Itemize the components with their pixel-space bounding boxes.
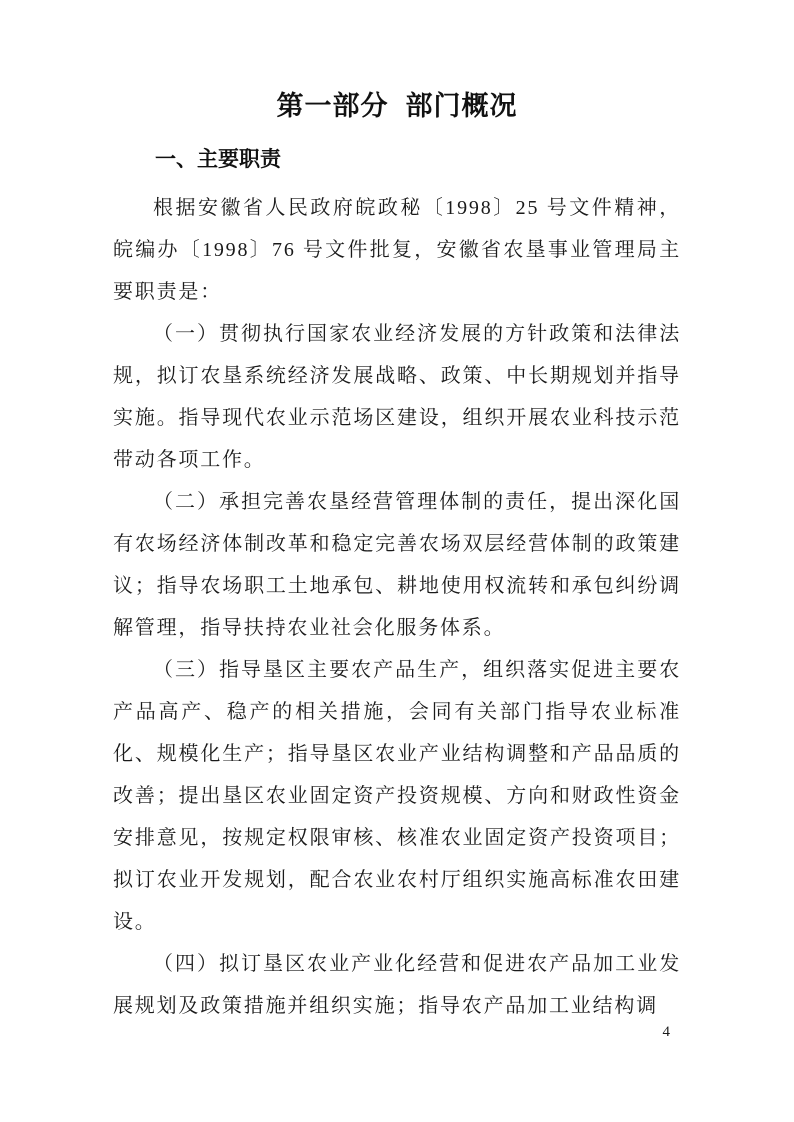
paragraph-item-1: （一）贯彻执行国家农业经济发展的方针政策和法律法规，拟订农垦系统经济发展战略、政策、中长期规划并指导实施。指导现代农业示范场区建设，组织开展农业科技示范带动各项工作。 [113,323,681,471]
section-heading: 一、主要职责 [155,148,281,171]
paragraph-item-4: （四）拟订垦区农业产业化经营和促进农产品加工业发展规划及政策措施并组织实施；指导农产品加工业结构调 [113,953,681,1017]
paragraph-item-3: （三）指导垦区主要农产品生产，组织落实促进主要农产品高产、稳产的相关措施，会同有关部门指导农业标准化、规模化生产；指导垦区农业产业结构调整和产品品质的改善；提出垦区农业固定资产投资规模、方向和财政性资金安排意见，按规定权限审核、核准农业固定资产投资项目；拟订农业开发规划，配合农业农村厅组织实施高标准农田建设。 [113,659,681,933]
page-number: 4 [662,1024,670,1040]
page-title: 第一部分 部门概况 [276,91,518,121]
paragraph-item-2: （二）承担完善农垦经营管理体制的责任，提出深化国有农场经济体制改革和稳定完善农场双层经营体制的政策建议；指导农场职工土地承包、耕地使用权流转和承包纠纷调解管理，指导扶持农业社会化服务体系。 [113,491,681,639]
paragraph-intro: 根据安徽省人民政府皖政秘〔1998〕25 号文件精神，皖编办〔1998〕76 号文件批复，安徽省农垦事业管理局主要职责是： [113,197,681,303]
